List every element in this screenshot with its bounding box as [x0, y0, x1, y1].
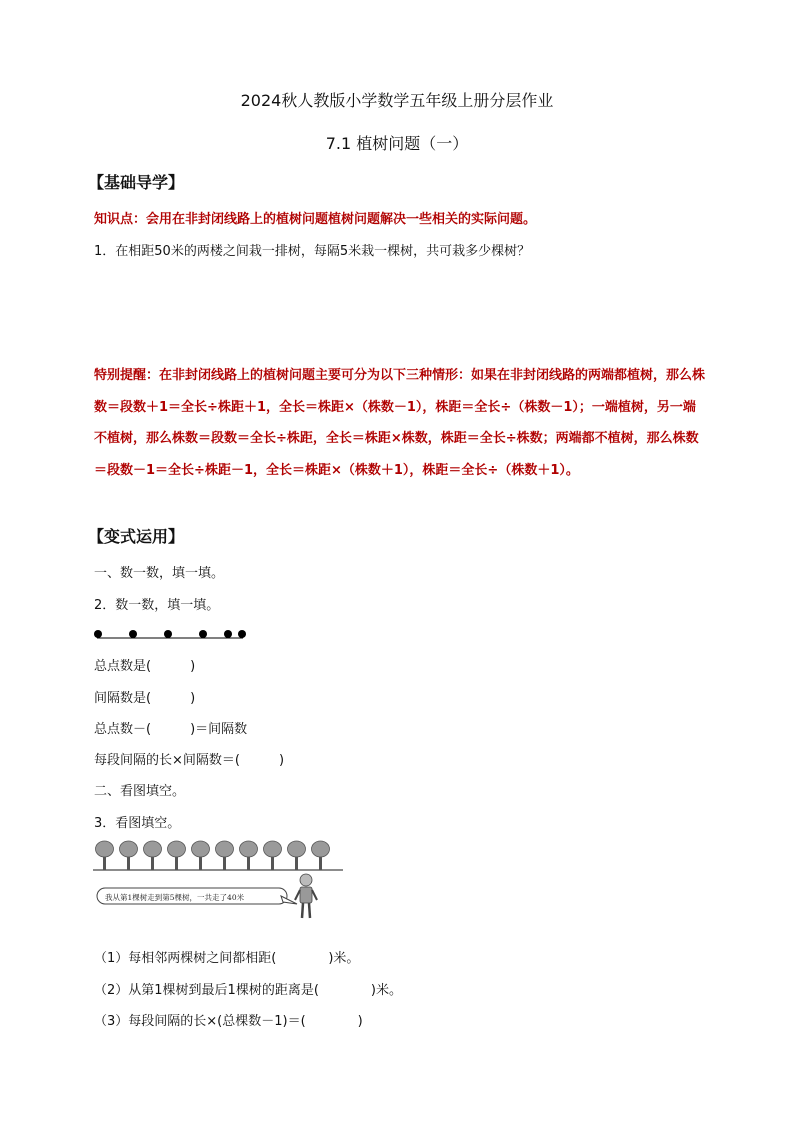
question-1: 1．在相距50米的两楼之间栽一排树，每隔5米栽一棵树，共可栽多少棵树？	[94, 244, 531, 259]
fill-points-minus: 总点数－( )＝间隔数	[94, 722, 248, 737]
page-subtitle: 7.1 植树问题（一）	[325, 134, 469, 153]
sub-question-1: （1）每相邻两棵树之间都相距( )米。	[94, 951, 360, 966]
sub-question-2: （2）从第1棵树到最后1棵树的距离是( )米。	[94, 983, 402, 998]
point-line-diagram	[93, 627, 247, 641]
tree-icon	[144, 841, 162, 870]
boy-figure-icon	[295, 874, 317, 918]
tree-icon	[96, 841, 114, 870]
diagram-point	[199, 630, 207, 638]
section-heading-practice: 【变式运用】	[88, 527, 185, 546]
speech-bubble-text: 我从第1棵树走到第5棵树，一共走了40米	[105, 893, 245, 902]
tree-icon	[240, 841, 258, 870]
diagram-point	[164, 630, 172, 638]
part-two-heading: 二、看图填空。	[94, 784, 186, 799]
fill-total-points: 总点数是( )	[94, 659, 196, 674]
diagram-point	[94, 630, 102, 638]
section-heading-basics: 【基础导学】	[88, 173, 185, 192]
knowledge-point: 知识点：会用在非封闭线路上的植树问题植树问题解决一些相关的实际问题。	[94, 212, 537, 227]
question-3: 3．看图填空。	[94, 816, 181, 831]
diagram-point	[238, 630, 246, 638]
sub-question-3: （3）每段间隔的长×(总棵数－1)＝( )	[94, 1014, 363, 1029]
fill-interval-length: 每段间隔的长×间隔数＝( )	[94, 753, 285, 768]
page-title: 2024秋人教版小学数学五年级上册分层作业	[240, 91, 554, 110]
special-reminder: 特别提醒：在非封闭线路上的植树问题主要可分为以下三种情形：如果在非封闭线路的两端都植树，那么株数＝段数＋1＝全长÷株距＋1，全长＝株距×（株数－1），株距＝全长÷（株数－1）；一端植树，另一端不植树，那么株数＝段数＝全长÷株距，全长＝株距×株数，株距＝全长÷株数；两端都不植树，那么株数＝段数－1＝全长÷株距－1，全长＝株距×（株数＋1），株距＝全长÷（株数＋1）。	[94, 368, 706, 478]
diagram-point	[224, 630, 232, 638]
fill-interval-count: 间隔数是( )	[94, 691, 196, 706]
diagram-point	[129, 630, 137, 638]
tree-icon	[120, 841, 138, 870]
tree-icon	[264, 841, 282, 870]
question-2: 2．数一数，填一填。	[94, 598, 220, 613]
tree-row-illustration	[93, 838, 343, 920]
tree-icon	[216, 841, 234, 870]
tree-icon	[288, 841, 306, 870]
tree-icon	[168, 841, 186, 870]
tree-icon	[312, 841, 330, 870]
part-one-heading: 一、数一数，填一填。	[94, 566, 225, 581]
tree-icon	[192, 841, 210, 870]
